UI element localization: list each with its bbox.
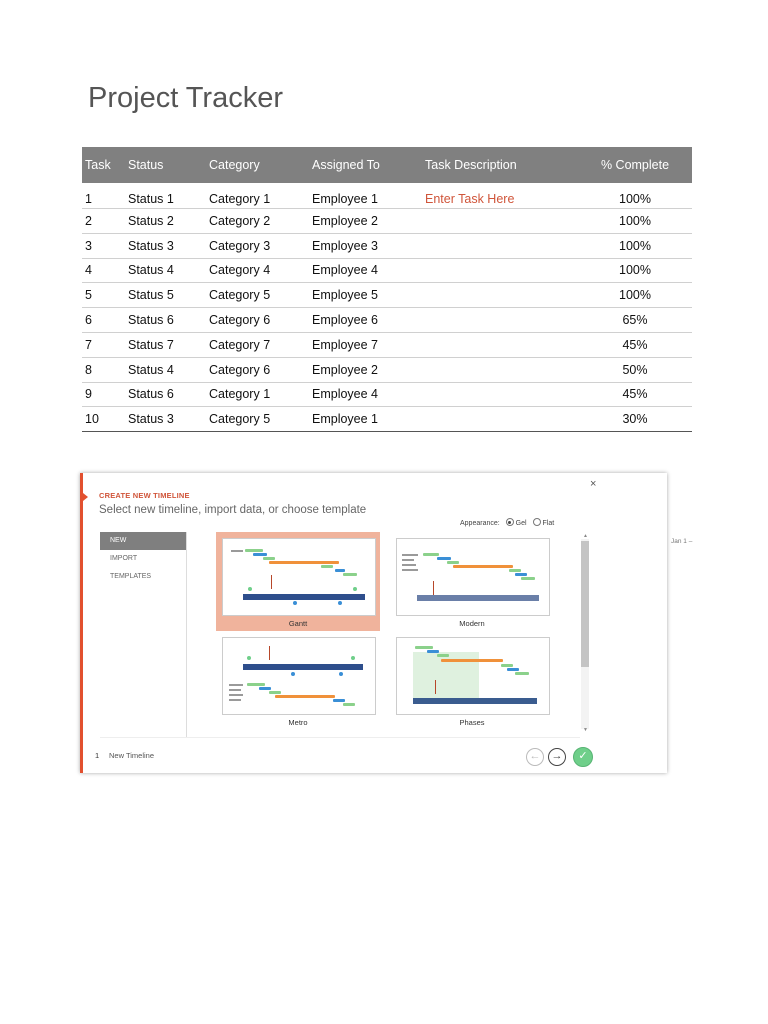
table-row	[82, 407, 692, 432]
cell-task[interactable]: 3	[82, 233, 125, 258]
cell-percent-complete[interactable]: 45%	[575, 332, 692, 357]
table-row	[82, 382, 692, 407]
table-row	[82, 332, 692, 357]
back-arrow-icon[interactable]: ←	[526, 748, 544, 766]
scroll-down-icon[interactable]: ▼	[583, 727, 588, 733]
nav-item-templates[interactable]: TEMPLATES	[110, 573, 152, 580]
cell-assigned-to[interactable]: Employee 5	[309, 283, 422, 308]
header-task-description: Task Description	[425, 158, 517, 172]
dialog-nav	[100, 532, 187, 737]
cell-task-description[interactable]	[422, 357, 575, 382]
template-label-metro: Metro	[288, 718, 308, 727]
cell-category[interactable]: Category 7	[206, 332, 309, 357]
step-label: New Timeline	[109, 751, 155, 760]
close-icon[interactable]: ×	[590, 478, 597, 490]
table-row	[82, 283, 692, 308]
cell-category[interactable]: Category 4	[206, 258, 309, 283]
dialog-accent-bar	[80, 473, 83, 773]
table-row	[82, 357, 692, 382]
cell-category[interactable]: Category 3	[206, 233, 309, 258]
template-label-modern: Modern	[459, 619, 485, 628]
radio-flat-label: Flat	[542, 520, 555, 527]
cell-task-description[interactable]	[422, 233, 575, 258]
radio-flat[interactable]	[533, 518, 541, 526]
cell-task-description[interactable]: Enter Task Here	[422, 183, 575, 209]
cell-category[interactable]: Category 5	[206, 407, 309, 432]
header-percent-complete: % Complete	[600, 158, 670, 172]
template-modern[interactable]	[396, 538, 550, 616]
cell-task-description[interactable]	[422, 332, 575, 357]
cell-assigned-to[interactable]: Employee 1	[309, 407, 422, 432]
step-number: 1	[95, 751, 100, 760]
appearance-label: Appearance:	[460, 520, 500, 527]
radio-gel[interactable]	[506, 518, 514, 526]
cell-percent-complete[interactable]: 100%	[575, 233, 692, 258]
cell-percent-complete[interactable]: 50%	[575, 357, 692, 382]
table-row	[82, 258, 692, 283]
nav-item-new[interactable]: NEW	[100, 532, 186, 550]
footer-divider	[100, 737, 580, 738]
cell-task-description[interactable]	[422, 283, 575, 308]
header-task: Task	[85, 158, 111, 172]
cell-status[interactable]: Status 1	[125, 183, 206, 209]
cell-status[interactable]: Status 6	[125, 382, 206, 407]
template-phases[interactable]	[396, 637, 550, 715]
cell-category[interactable]: Category 1	[206, 183, 309, 209]
cell-assigned-to[interactable]: Employee 7	[309, 332, 422, 357]
cell-status[interactable]: Status 3	[125, 407, 206, 432]
cell-task[interactable]: 4	[82, 258, 125, 283]
cell-category[interactable]: Category 1	[206, 382, 309, 407]
cell-status[interactable]: Status 6	[125, 308, 206, 333]
cell-status[interactable]: Status 7	[125, 332, 206, 357]
table-header-row	[82, 147, 692, 183]
page-title: Project Tracker	[88, 82, 283, 114]
create-timeline-dialog	[80, 473, 667, 773]
template-label-phases: Phases	[459, 718, 485, 727]
timeline-date-label: Jan 1 –	[671, 538, 693, 545]
cell-task[interactable]: 6	[82, 308, 125, 333]
cell-task-description[interactable]	[422, 258, 575, 283]
header-category: Category	[209, 158, 260, 172]
cell-percent-complete[interactable]: 100%	[575, 283, 692, 308]
cell-percent-complete[interactable]: 100%	[575, 209, 692, 234]
scroll-up-icon[interactable]: ▲	[583, 533, 588, 539]
table-row	[82, 209, 692, 234]
table-row	[82, 308, 692, 333]
cell-task-description[interactable]	[422, 407, 575, 432]
cell-assigned-to[interactable]: Employee 4	[309, 382, 422, 407]
table-row	[82, 183, 692, 209]
dialog-heading: CREATE NEW TIMELINE	[99, 491, 190, 500]
cell-assigned-to[interactable]: Employee 2	[309, 357, 422, 382]
cell-percent-complete[interactable]: 45%	[575, 382, 692, 407]
cell-category[interactable]: Category 2	[206, 209, 309, 234]
cell-status[interactable]: Status 4	[125, 357, 206, 382]
cell-task[interactable]: 10	[82, 407, 125, 432]
cell-task[interactable]: 5	[82, 283, 125, 308]
cell-status[interactable]: Status 5	[125, 283, 206, 308]
template-gantt[interactable]	[222, 538, 376, 616]
cell-assigned-to[interactable]: Employee 4	[309, 258, 422, 283]
template-label-gantt: Gantt	[288, 619, 308, 628]
cell-task[interactable]: 2	[82, 209, 125, 234]
cell-task[interactable]: 9	[82, 382, 125, 407]
cell-task[interactable]: 1	[82, 183, 125, 209]
cell-percent-complete[interactable]: 100%	[575, 258, 692, 283]
cell-percent-complete[interactable]: 30%	[575, 407, 692, 432]
dialog-subheading: Select new timeline, import data, or choose template	[99, 504, 367, 516]
finish-check-icon[interactable]: ✓	[573, 747, 593, 767]
cell-task-description[interactable]	[422, 308, 575, 333]
header-status: Status	[128, 158, 164, 172]
cell-task[interactable]: 8	[82, 357, 125, 382]
cell-status[interactable]: Status 4	[125, 258, 206, 283]
dialog-pointer-icon	[83, 493, 88, 501]
cell-assigned-to[interactable]: Employee 6	[309, 308, 422, 333]
cell-category[interactable]: Category 6	[206, 308, 309, 333]
cell-assigned-to[interactable]: Employee 1	[309, 183, 422, 209]
header-assigned-to: Assigned To	[312, 158, 380, 172]
cell-task[interactable]: 7	[82, 332, 125, 357]
template-metro[interactable]	[222, 637, 376, 715]
cell-status[interactable]: Status 2	[125, 209, 206, 234]
cell-task-description[interactable]	[422, 209, 575, 234]
cell-category[interactable]: Category 6	[206, 357, 309, 382]
cell-status[interactable]: Status 3	[125, 233, 206, 258]
cell-assigned-to[interactable]: Employee 2	[309, 209, 422, 234]
cell-percent-complete[interactable]: 100%	[575, 183, 692, 209]
cell-assigned-to[interactable]: Employee 3	[309, 233, 422, 258]
cell-task-description[interactable]	[422, 382, 575, 407]
radio-gel-label: Gel	[515, 520, 527, 527]
table-row	[82, 233, 692, 258]
cell-category[interactable]: Category 5	[206, 283, 309, 308]
project-tracker-table	[82, 147, 692, 432]
appearance-options	[460, 518, 554, 527]
scrollbar-thumb[interactable]	[581, 541, 589, 667]
nav-item-import[interactable]: IMPORT	[110, 555, 138, 562]
next-arrow-icon[interactable]: →	[548, 748, 566, 766]
cell-percent-complete[interactable]: 65%	[575, 308, 692, 333]
